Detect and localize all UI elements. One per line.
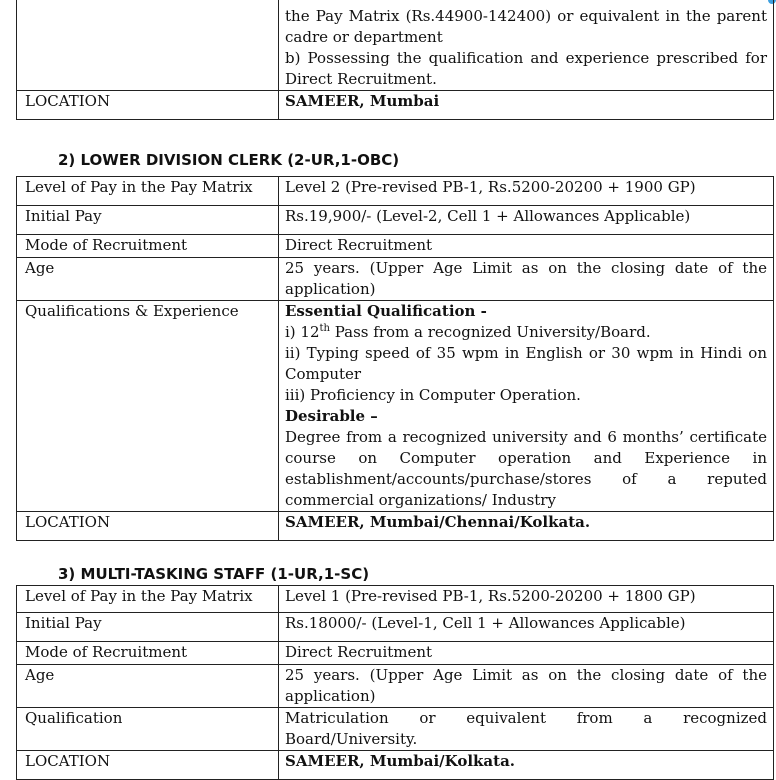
qualification-value bbox=[279, 301, 774, 512]
table-row bbox=[17, 301, 774, 512]
essential-item: i) 12th Pass from a recognized University/Board. bbox=[285, 323, 651, 341]
section-heading-ldc: 2) LOWER DIVISION CLERK (2-UR,1-OBC) bbox=[58, 151, 400, 169]
level-label: Level of Pay in the Pay Matrix bbox=[17, 177, 279, 206]
location-label: LOCATION bbox=[17, 751, 279, 780]
text-line: Direct Recruitment. bbox=[285, 70, 437, 88]
age-label: Age bbox=[17, 665, 279, 708]
table-row bbox=[17, 512, 774, 541]
qualification-value: Matriculation or equivalent from a recognized Board/University. bbox=[279, 708, 774, 751]
initial-pay-value: Rs.18000/- (Level-1, Cell 1 + Allowances Applicable) bbox=[279, 613, 774, 642]
table-row bbox=[17, 206, 774, 235]
level-value: Level 2 (Pre-revised PB-1, Rs.5200-20200 + 1900 GP) bbox=[279, 177, 774, 206]
essential-heading: Essential Qualification - bbox=[285, 302, 487, 320]
initial-pay-label: Initial Pay bbox=[17, 206, 279, 235]
table-row bbox=[17, 751, 774, 780]
text-line: cadre or department bbox=[285, 28, 443, 46]
location-label: LOCATION bbox=[17, 512, 279, 541]
table-row bbox=[17, 91, 774, 120]
table-row bbox=[17, 0, 774, 91]
mode-label: Mode of Recruitment bbox=[17, 235, 279, 258]
age-label: Age bbox=[17, 258, 279, 301]
mode-value: Direct Recruitment bbox=[279, 642, 774, 665]
text-line: b) Possessing the qualification and experience prescribed for bbox=[285, 49, 767, 67]
location-value: SAMEER, Mumbai/Chennai/Kolkata. bbox=[279, 512, 774, 541]
desirable-text: Degree from a recognized university and 6 months’ certificate course on Computer operation and Experience in establishment/accounts/purchase/stores of a reputed commercial organizations/ Industry bbox=[285, 428, 767, 509]
mode-label: Mode of Recruitment bbox=[17, 642, 279, 665]
top-table bbox=[16, 0, 774, 120]
level-value: Level 1 (Pre-revised PB-1, Rs.5200-20200 + 1800 GP) bbox=[279, 586, 774, 613]
location-value: SAMEER, Mumbai/Kolkata. bbox=[279, 751, 774, 780]
ldc-table bbox=[16, 176, 774, 541]
text-line: the Pay Matrix (Rs.44900-142400) or equivalent in the parent bbox=[285, 7, 767, 25]
qualification-label: Qualifications & Experience bbox=[17, 301, 279, 512]
empty-label-cell bbox=[17, 0, 279, 91]
age-value: 25 years. (Upper Age Limit as on the closing date of the application) bbox=[279, 258, 774, 301]
table-row bbox=[17, 665, 774, 708]
table-row bbox=[17, 642, 774, 665]
section-heading-mts: 3) MULTI-TASKING STAFF (1-UR,1-SC) bbox=[58, 565, 370, 583]
mts-table bbox=[16, 585, 774, 780]
location-value: SAMEER, Mumbai bbox=[279, 91, 774, 120]
age-value: 25 years. (Upper Age Limit as on the closing date of the application) bbox=[279, 665, 774, 708]
table-row bbox=[17, 177, 774, 206]
essential-item: ii) Typing speed of 35 wpm in English or 30 wpm in Hindi on Computer bbox=[285, 344, 767, 383]
desirable-heading: Desirable – bbox=[285, 407, 378, 425]
initial-pay-value: Rs.19,900/- (Level-2, Cell 1 + Allowances Applicable) bbox=[279, 206, 774, 235]
table-row bbox=[17, 235, 774, 258]
mode-value: Direct Recruitment bbox=[279, 235, 774, 258]
table-row bbox=[17, 708, 774, 751]
pay-continuation-cell bbox=[279, 0, 774, 91]
qualification-label: Qualification bbox=[17, 708, 279, 751]
level-label: Level of Pay in the Pay Matrix bbox=[17, 586, 279, 613]
table-row bbox=[17, 613, 774, 642]
essential-item: iii) Proficiency in Computer Operation. bbox=[285, 386, 581, 404]
table-row bbox=[17, 258, 774, 301]
initial-pay-label: Initial Pay bbox=[17, 613, 279, 642]
table-row bbox=[17, 586, 774, 613]
location-label: LOCATION bbox=[17, 91, 279, 120]
